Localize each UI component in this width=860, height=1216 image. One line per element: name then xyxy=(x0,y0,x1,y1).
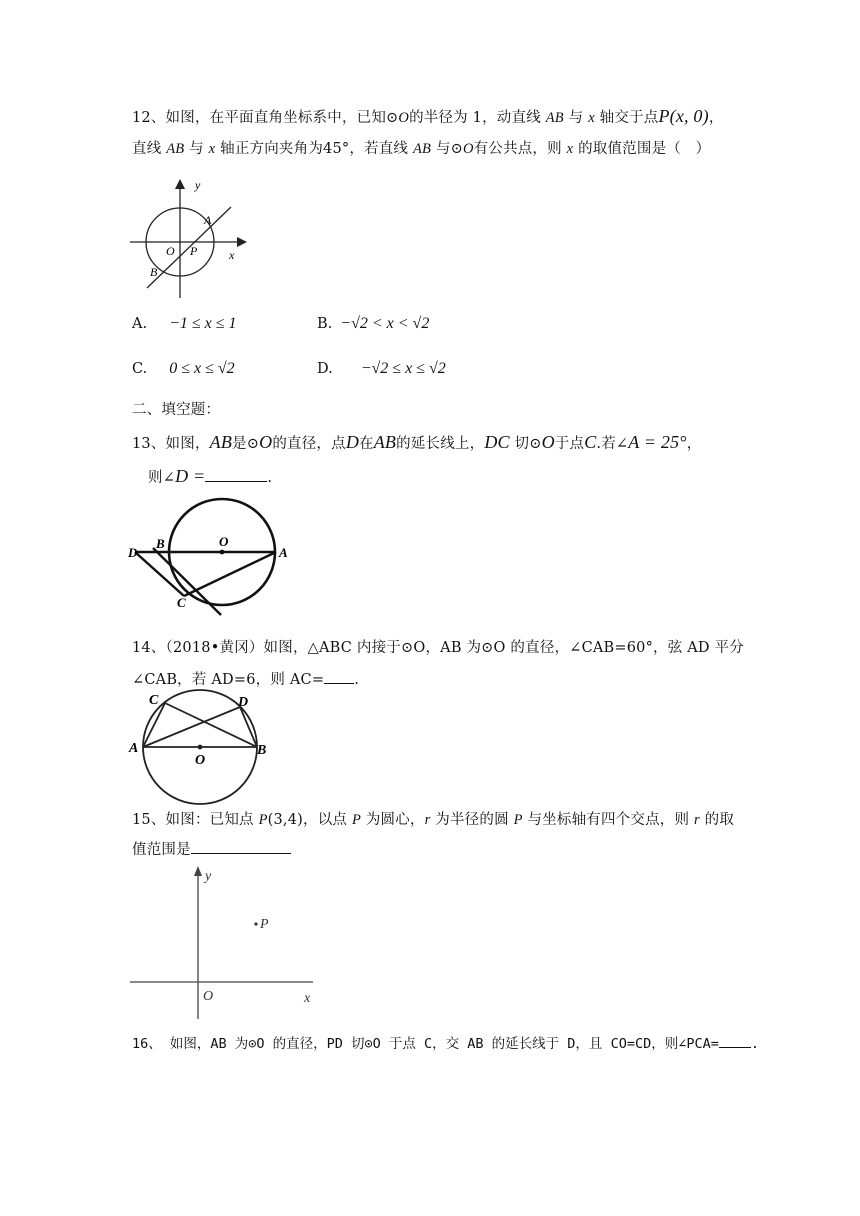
q12-option-d: D. −√2 ≤ x ≤ √2 xyxy=(317,360,446,377)
q14-fig-b: B xyxy=(257,743,267,758)
q14-fig-o: O xyxy=(195,753,206,768)
q15-line1: 15、如图：已知点 P(3,4)，以点 P 为圆心，r 为半径的圆 P 与坐标轴有四个交点，则 r 的取 xyxy=(132,812,735,828)
q15-fig-p: P xyxy=(260,917,269,932)
q15-fig-x: x xyxy=(304,991,311,1006)
q13-fig-c: C xyxy=(177,595,186,610)
q13-answer-blank xyxy=(205,467,267,482)
q12-figure xyxy=(125,175,255,305)
q15-figure xyxy=(128,864,328,1024)
q13-fig-b: B xyxy=(156,536,165,551)
q12-option-a: A. −1 ≤ x ≤ 1 xyxy=(132,315,237,332)
q15-fig-y: y xyxy=(205,869,212,884)
q15-line2: 值范围是 xyxy=(132,838,291,859)
q12-line2: 直线 AB 与 x 轴正方向夹角为45°，若直线 AB 与⊙O有公共点，则 x 的取值范围是（ ） xyxy=(132,141,711,157)
q12-fig-x: x xyxy=(229,248,235,262)
q16-line: 16、 如图，AB 为⊙O 的直径，PD 切⊙O 于点 C，交 AB 的延长线于 D，且 CO=CD，则∠PCA= . xyxy=(132,1032,759,1052)
q14-fig-d: D xyxy=(238,695,249,710)
q14-fig-a: A xyxy=(129,741,139,756)
q14-line2: ∠CAB，若 AD=6，则 AC= . xyxy=(132,668,359,689)
q14-figure xyxy=(125,690,275,800)
q12-fig-o: O xyxy=(166,244,175,258)
q14-answer-blank xyxy=(324,669,354,684)
q12-option-b: B. −√2 < x < √2 xyxy=(317,315,430,332)
q12-fig-b: B xyxy=(150,265,158,279)
q13-line2: 则∠D = . xyxy=(148,466,273,486)
q13-line1: 13、如图，AB是⊙O的直径，点D在AB的延长线上，DC 切⊙O于点C.若∠A = 25°， xyxy=(132,432,702,452)
q14-line1: 14、（2018•黄冈）如图，△ABC 内接于⊙O，AB 为⊙O 的直径，∠CAB=60°，弦 AD 平分 xyxy=(132,640,744,656)
q13-fig-o: O xyxy=(219,534,229,549)
q12-fig-a: A xyxy=(204,213,212,227)
q15-fig-o: O xyxy=(203,989,214,1004)
q12-fig-p: P xyxy=(190,244,198,258)
q13-fig-d: D xyxy=(128,545,138,560)
q15-answer-blank xyxy=(191,839,291,854)
section-heading: 二、填空题： xyxy=(132,402,221,418)
q16-answer-blank xyxy=(719,1033,751,1048)
q13-fig-a: A xyxy=(279,545,288,560)
q13-figure xyxy=(125,498,295,623)
q14-fig-c: C xyxy=(149,693,159,708)
q12-option-c: C. 0 ≤ x ≤ √2 xyxy=(132,360,235,377)
q12-fig-y: y xyxy=(195,178,201,192)
q12-line1: 12、如图，在平面直角坐标系中，已知⊙O的半径为 1，动直线 AB 与 x 轴交于点P(x, 0)， xyxy=(132,106,724,126)
